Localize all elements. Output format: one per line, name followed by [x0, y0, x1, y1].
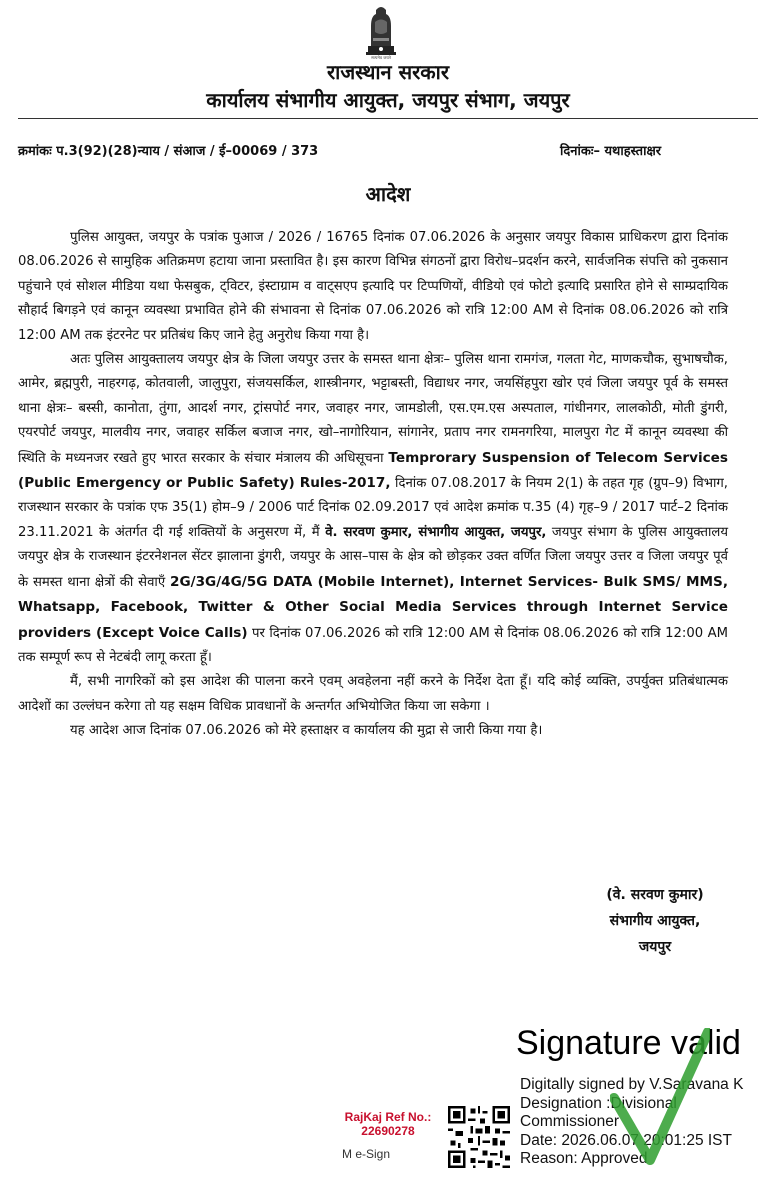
check-mark-icon [610, 1028, 710, 1168]
signed-by: Digitally signed by V.Saravana K [520, 1076, 744, 1093]
signature-date: Date: 2026.06.07 20:01:25 IST [520, 1131, 732, 1149]
paragraph-order [18, 348, 728, 670]
rajkaj-reference [336, 1110, 440, 1138]
rule-title: Temprorary Suspension of Telecom Services (Public Emergency or Public Safety) Rules-2017, [18, 449, 728, 492]
qr-code-icon [448, 1106, 510, 1168]
signature-reason: Reason: Approved [520, 1150, 648, 1167]
order-body [18, 226, 728, 744]
signatory-block [560, 882, 750, 960]
rajkaj-number: 22690278 [361, 1124, 415, 1138]
signatory-designation: संभागीय आयुक्त, [609, 913, 701, 929]
svg-text:सत्यमेव जयते: सत्यमेव जयते [371, 55, 391, 60]
paragraph-request: पुलिस आयुक्त, जयपुर के पत्रांक पुआज / 2026 / 16765 दिनांक 07.06.2026 के अनुसार जयपुर विकास प्राधिकरण द्वारा दिनांक 08.06.2026 से सामुहिक अतिक्रमण हटाया जाना प्रस्तावित है। इस कारण विभिन्न संगठनों द्वारा विरोध–प्रदर्शन करने, सार्वजनिक संपत्ति को नुकसान पहुंचाने एवं सोशल मीडिया यथा फेसबुक, ट्विटर, इंस्टाग्राम व वाट्सएप इत्यादि पर टिप्पणियों, वीडियो एवं फोटो इत्यादि प्रसारित होने से साम्प्रदायिक सौहार्द बिगड़ने एवं कानून व्यवस्था प्रभावित होने की संभावना से दिनांक 07.06.2026 को रात्रि 12:00 AM से दिनांक 08.06.2026 को रात्रि 12:00 AM तक इंटरनेट पर प्रतिबंध किए जाने हेतु अनुरोध किया गया है। [18, 230, 728, 343]
government-name: राजस्थान सरकार [326, 60, 450, 84]
order-text-c: जयपुर संभाग के पुलिस आयुक्तालय जयपुर क्षेत्र के राजस्थान इंटरनेशनल सेंटर झालाना डुंगरी, जयपुर के आस–पास के क्षेत्र को छोड़कर उक्त वर्णित जिला जयपुर उत्तर व जिला जयपुर पूर्व के समस्त थाना क्षेत्रों की सेवाएँ [18, 524, 728, 590]
signature-status: Signature valid [516, 1024, 741, 1062]
header-divider [18, 118, 758, 119]
authority-name: वे. सरवण कुमार, संभागीय आयुक्त, जयपुर, [325, 524, 547, 540]
order-text-b: दिनांक 07.08.2017 के नियम 2(1) के तहत गृह (ग्रुप–9) विभाग, राजस्थान सरकार के पत्रांक एफ 35(1) होम–9 / 2006 पार्ट दिनांक 02.09.2017 एवं आदेश क्रमांक प.35 (4) गृह–9 / 2017 पार्ट–2 दिनांक 23.11.2021 के अंतर्गत दी गई शक्तियों के अनुसरण में, मैं [18, 476, 728, 540]
rajkaj-label: RajKaj Ref No.: [344, 1110, 432, 1124]
order-title: आदेश [365, 182, 411, 206]
order-text-a: अतः पुलिस आयुक्तालय जयपुर क्षेत्र के जिला जयपुर उत्तर के समस्त थाना क्षेत्रः– पुलिस थाना रामगंज, गलता गेट, माणकचौक, सुभाषचौक, आमेर, ब्रह्मपुरी, नाहरगढ़, कोतवाली, जालुपुरा, संजयसर्किल, शास्त्रीनगर, भट्टाबस्ती, विद्याधर नगर, जयसिंहपुरा खोर एवं जिला जयपुर पूर्व के समस्त थाना क्षेत्रः– बस्सी, कानोता, तुंगा, आदर्श नगर, ट्रांसपोर्ट नगर, जवाहर नगर, जामडोली, एस.एम.एस अस्पताल, गांधीनगर, लालकोठी, मोती डुंगरी, एयरपोर्ट जयपुर, मालवीय नगर, जवाहर सर्किल बजाज नगर, खो–नागोरियान, सांगानेर, प्रताप नगर रामनगरिया, मालपुरा गेट में कानून व्यवस्था की स्थिति के मध्यनजर रखते हुए भारत सरकार के संचार मंत्रालय की अधिसूचना [18, 352, 728, 466]
paragraph-compliance: मैं, सभी नागरिकों को इस आदेश की पालना करने एवम् अवहेलना नहीं करने के निर्देश देता हूँ। यदि कोई व्यक्ति, उपर्युक्त प्रतिबंधात्मक आदेशों का उल्लंघन करेगा तो यह सक्षम विधिक प्रावधानों के अन्तर्गत अभियोजित किया जा सकेगा । [18, 674, 728, 714]
order-date: दिनांकः– यथाहस्ताक्षर [560, 144, 662, 159]
reference-number: क्रमांकः प.3(92)(28)न्याय / संआज / ई–00069 / 373 [18, 144, 319, 159]
esign-label: M e-Sign [342, 1147, 391, 1161]
signatory-place: जयपुर [638, 939, 672, 955]
signatory-name: (वे. सरवण कुमार) [606, 887, 704, 903]
designation: Designation :Divisional [520, 1094, 677, 1112]
suspended-services: 2G/3G/4G/5G DATA (Mobile Internet), Internet Services- Bulk SMS/ MMS, Whatsapp, Facebook, Twitter & Other Social Media Services through Internet Service providers (Except Voice Calls) [18, 573, 729, 641]
designation-cont: Commissioner [520, 1113, 620, 1130]
office-name: कार्यालय संभागीय आयुक्त, जयपुर संभाग, जयपुर [206, 88, 570, 112]
order-text-d: पर दिनांक 07.06.2026 को रात्रि 12:00 AM से दिनांक 08.06.2026 को रात्रि 12:00 AM तक सम्पूर्ण रूप से नेटबंदी लागू करता हूँ। [18, 625, 728, 665]
paragraph-issue: यह आदेश आज दिनांक 07.06.2026 को मेरे हस्ताक्षर व कार्यालय की मुद्रा से जारी किया गया है। [70, 723, 543, 739]
state-emblem-icon [356, 2, 406, 60]
